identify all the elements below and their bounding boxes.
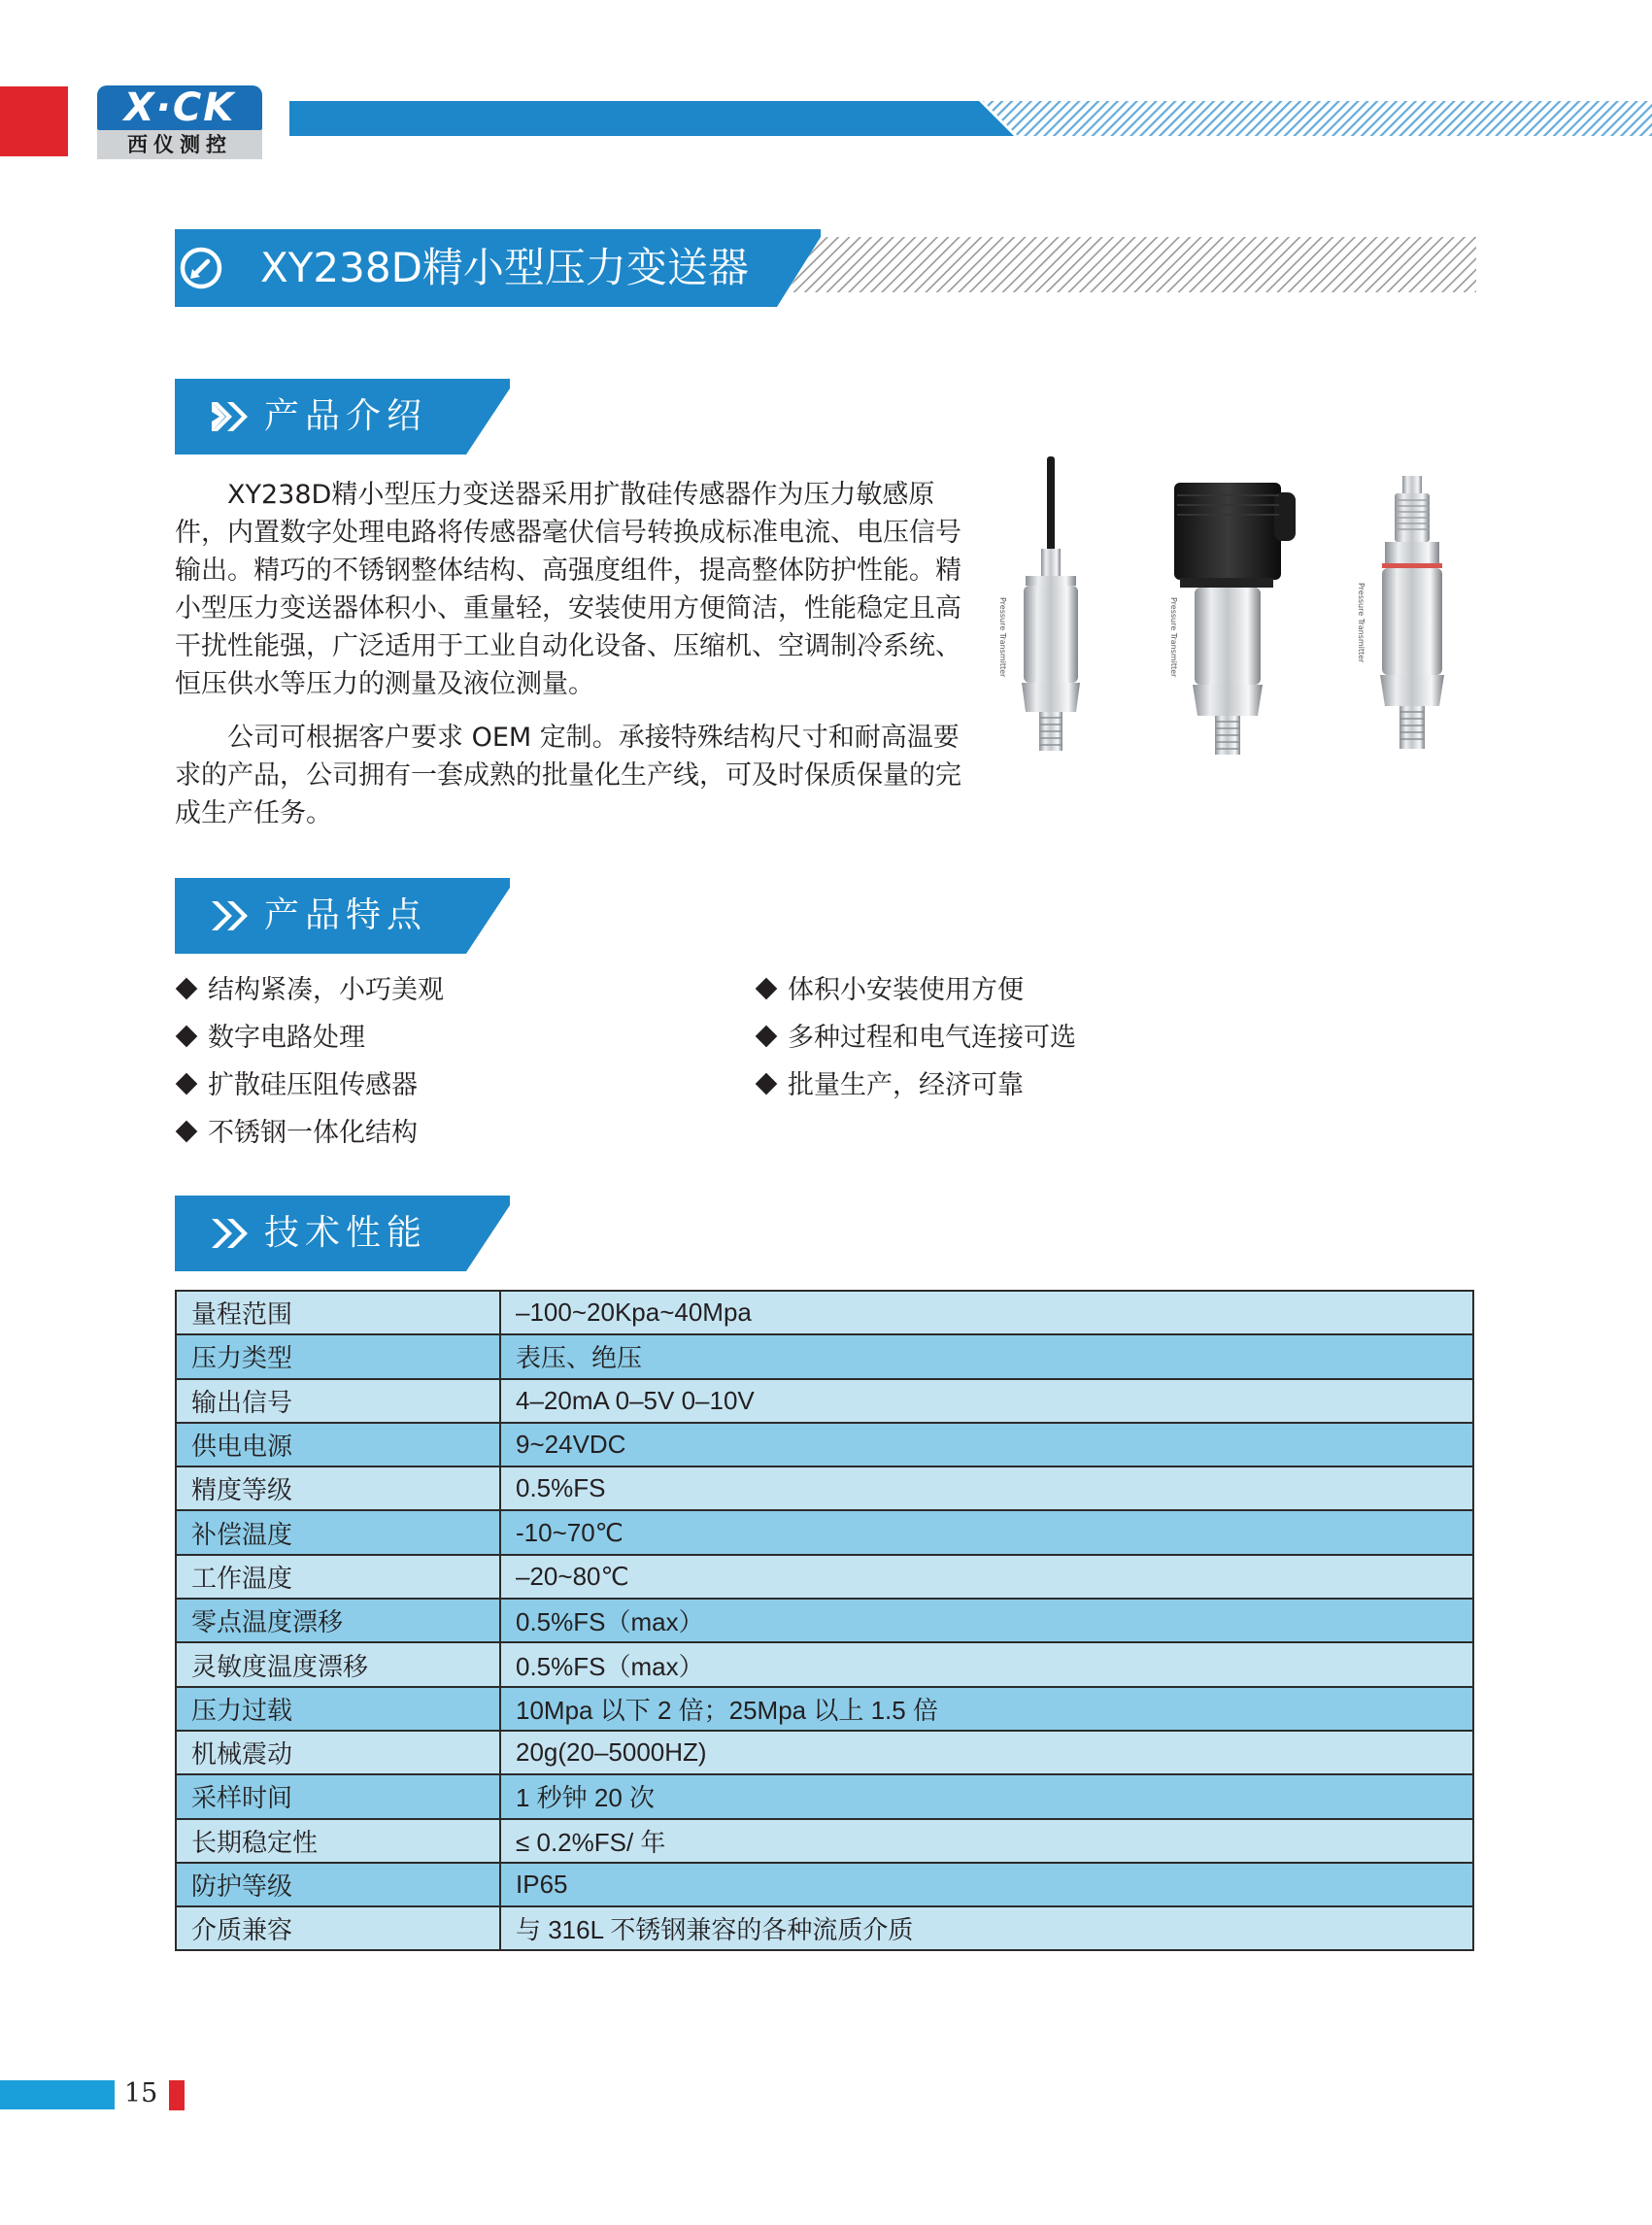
logo-brand: X·CK bbox=[97, 85, 262, 130]
spec-key: 防护等级 bbox=[176, 1863, 500, 1906]
spec-key: 零点温度漂移 bbox=[176, 1599, 500, 1642]
spec-key: 机械震动 bbox=[176, 1731, 500, 1774]
spec-value: 9~24VDC bbox=[500, 1423, 1473, 1466]
spec-key: 介质兼容 bbox=[176, 1906, 500, 1950]
spec-value: -10~70℃ bbox=[500, 1510, 1473, 1554]
feature-item: 不锈钢一体化结构 bbox=[175, 1117, 418, 1150]
table-row bbox=[176, 1334, 1473, 1378]
section-title: 产品特点 bbox=[264, 895, 428, 935]
spec-value: ≤ 0.2%FS/ 年 bbox=[500, 1819, 1473, 1863]
spec-value: 表压、绝压 bbox=[500, 1334, 1473, 1378]
logo-company-name: 西仪测控 bbox=[97, 130, 262, 159]
table-row bbox=[176, 1379, 1473, 1423]
feature-item: 批量生产，经济可靠 bbox=[755, 1069, 1024, 1102]
intro-paragraph: XY238D精小型压力变送器采用扩散硅传感器作为压力敏感原件，内置数字处理电路将传感器毫伏信号转换成标准电流、电压信号输出。精巧的不锈钢整体结构、高强度组件，提高整体防护性能。精小型压力变送器体积小、重量轻，安装使用方便简洁，性能稳定且高干扰性能强，广泛适用于工业自动化设备、压缩机、空调制冷系统、恒压供水等压力的测量及液位测量。 bbox=[175, 480, 961, 699]
table-row bbox=[176, 1863, 1473, 1906]
feature-item: 体积小安装使用方便 bbox=[755, 974, 1024, 1007]
transmitter-aviation-photo bbox=[1357, 476, 1444, 749]
table-row bbox=[176, 1642, 1473, 1686]
section-header-features bbox=[175, 878, 510, 954]
table-row bbox=[176, 1819, 1473, 1863]
spec-key: 补偿温度 bbox=[176, 1510, 500, 1554]
intro-text bbox=[175, 476, 966, 703]
table-row bbox=[176, 1774, 1473, 1818]
table-row bbox=[176, 1555, 1473, 1599]
spec-key: 输出信号 bbox=[176, 1379, 500, 1423]
spec-value: 0.5%FS（max） bbox=[500, 1599, 1473, 1642]
feature-item: 结构紧凑，小巧美观 bbox=[175, 974, 444, 1007]
section-header-specs bbox=[175, 1196, 510, 1271]
table-row bbox=[176, 1510, 1473, 1554]
spec-value: –20~80℃ bbox=[500, 1555, 1473, 1599]
transmitter-din-photo bbox=[1169, 483, 1296, 755]
spec-key: 压力类型 bbox=[176, 1334, 500, 1378]
spec-key: 工作温度 bbox=[176, 1555, 500, 1599]
photo-label: Pressure Transmitter bbox=[1169, 597, 1178, 678]
footer-blue-bar bbox=[0, 2080, 115, 2109]
diamond-bullet-icon bbox=[756, 977, 778, 999]
table-row bbox=[176, 1599, 1473, 1642]
spec-value: 1 秒钟 20 次 bbox=[500, 1774, 1473, 1818]
section-title: 技术性能 bbox=[264, 1213, 428, 1253]
table-row bbox=[176, 1906, 1473, 1950]
spec-value: 10Mpa 以下 2 倍；25Mpa 以上 1.5 倍 bbox=[500, 1687, 1473, 1731]
spec-table bbox=[175, 1290, 1474, 1951]
table-row bbox=[176, 1291, 1473, 1334]
photo-label: Pressure Transmitter bbox=[998, 597, 1007, 678]
feature-item: 多种过程和电气连接可选 bbox=[755, 1022, 1076, 1055]
spec-key: 供电电源 bbox=[176, 1423, 500, 1466]
feature-item: 数字电路处理 bbox=[175, 1022, 365, 1055]
spec-value: 0.5%FS bbox=[500, 1466, 1473, 1510]
intro-paragraph: 公司可根据客户要求 OEM 定制。承接特殊结构尺寸和耐高温要求的产品，公司拥有一套成熟的批量化生产线，可及时保质保量的完成生产任务。 bbox=[175, 723, 961, 828]
table-row bbox=[176, 1423, 1473, 1466]
diamond-bullet-icon bbox=[756, 1072, 778, 1095]
spec-value: 4–20mA 0–5V 0–10V bbox=[500, 1379, 1473, 1423]
product-photos bbox=[993, 452, 1493, 782]
company-logo bbox=[97, 85, 262, 159]
table-row bbox=[176, 1731, 1473, 1774]
table-row bbox=[176, 1466, 1473, 1510]
table-row bbox=[176, 1687, 1473, 1731]
spec-key: 采样时间 bbox=[176, 1774, 500, 1818]
spec-value: 20g(20–5000HZ) bbox=[500, 1731, 1473, 1774]
intro-text-2 bbox=[175, 719, 966, 832]
spec-value: 与 316L 不锈钢兼容的各种流质介质 bbox=[500, 1906, 1473, 1950]
feature-item: 扩散硅压阻传感器 bbox=[175, 1069, 418, 1102]
spec-key: 量程范围 bbox=[176, 1291, 500, 1334]
photo-label: Pressure Transmitter bbox=[1357, 583, 1365, 663]
spec-value: –100~20Kpa~40Mpa bbox=[500, 1291, 1473, 1334]
spec-key: 压力过载 bbox=[176, 1687, 500, 1731]
header-band bbox=[289, 101, 1652, 136]
section-header-intro bbox=[175, 379, 510, 455]
spec-value: IP65 bbox=[500, 1863, 1473, 1906]
footer-red-mark bbox=[169, 2080, 185, 2110]
diamond-bullet-icon bbox=[176, 977, 198, 999]
diamond-bullet-icon bbox=[176, 1120, 198, 1142]
spec-key: 长期稳定性 bbox=[176, 1819, 500, 1863]
diamond-bullet-icon bbox=[756, 1025, 778, 1047]
transmitter-cable-photo bbox=[998, 456, 1080, 751]
spec-key: 灵敏度温度漂移 bbox=[176, 1642, 500, 1686]
diamond-bullet-icon bbox=[176, 1025, 198, 1047]
page-title: XY238D精小型压力变送器 bbox=[260, 244, 749, 291]
gauge-icon bbox=[179, 246, 223, 290]
page-number: 15 bbox=[124, 2078, 158, 2108]
diamond-bullet-icon bbox=[176, 1072, 198, 1095]
header-red-block bbox=[0, 86, 68, 156]
spec-key: 精度等级 bbox=[176, 1466, 500, 1510]
spec-value: 0.5%FS（max） bbox=[500, 1642, 1473, 1686]
section-title: 产品介绍 bbox=[264, 396, 428, 436]
